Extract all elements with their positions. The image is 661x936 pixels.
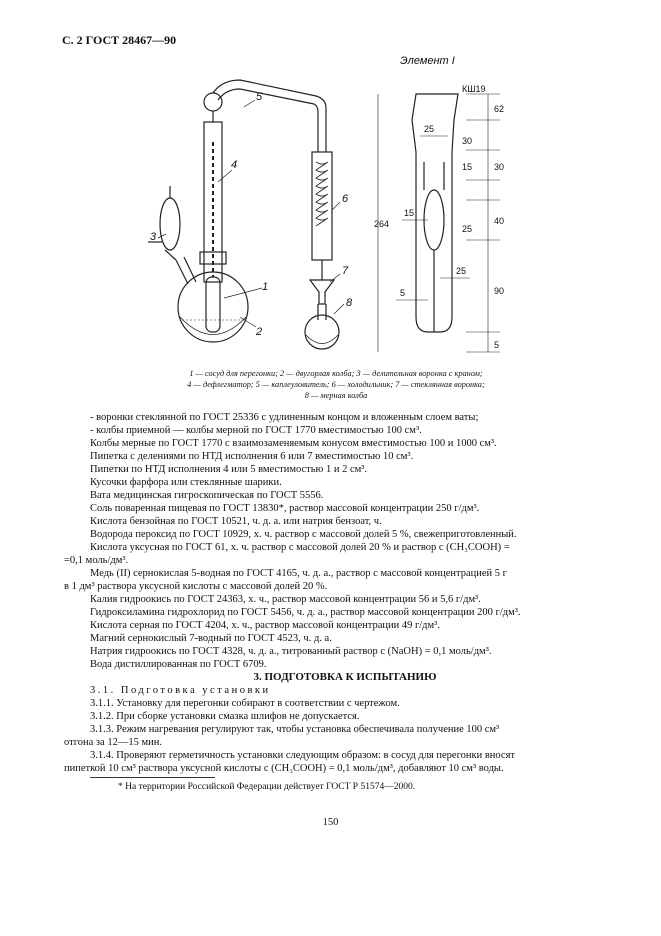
apparatus-drawing <box>0 52 661 367</box>
label-4: 4 <box>231 159 238 171</box>
element-1-drawing <box>378 94 500 352</box>
document-body <box>64 411 600 775</box>
subsection-title: 3.1. Подготовка установки <box>90 685 271 696</box>
list-item: Соль поваренная пищевая по ГОСТ 13830*, раствор массовой концентрации 250 г/дм³. <box>90 503 480 514</box>
dim-90: 90 <box>494 286 505 296</box>
label-5: 5 <box>256 91 263 103</box>
list-item: Гидроксиламина гидрохлорид по ГОСТ 5456, ч. д. а., раствор массовой концентрации 200 г/дм³. <box>90 607 521 618</box>
dim-264: 264 <box>374 219 390 229</box>
list-item: Пипетки по НТД исполнения 4 или 5 вместимостью 1 и 2 см³. <box>90 464 368 475</box>
list-item: Кислота уксусная по ГОСТ 61, х. ч. раствор с массовой долей 20 % и раствор c (CH₃COOH) = <box>90 542 510 553</box>
list-item: Калия гидроокись по ГОСТ 24363, х. ч., раствор массовой концентрации 56 и 5,6 г/дм³. <box>90 594 481 605</box>
label-3: 3 <box>150 231 157 243</box>
paragraph: 3.1.1. Установку для перегонки собирают в соответствии с чертежом. <box>90 698 400 709</box>
dim-15a: 15 <box>462 162 473 172</box>
element-label: Элемент I <box>400 55 455 67</box>
glass-funnel <box>310 280 334 304</box>
list-item: =0,1 моль/дм³. <box>64 555 129 566</box>
label-2: 2 <box>256 326 263 338</box>
section-title: 3. ПОДГОТОВКА К ИСПЫТАНИЮ <box>253 671 437 683</box>
dim-5b: 5 <box>494 340 500 350</box>
dim-25c: 25 <box>456 266 467 276</box>
list-item: Натрия гидроокись по ГОСТ 4328, ч. д. а., титрованный раствор c (NaOH) = 0,1 моль/дм³. <box>90 646 492 657</box>
footnote: * На территории Российской Федерации действует ГОСТ Р 51574—2000. <box>118 782 416 792</box>
list-item: Медь (II) сернокислая 5-водная по ГОСТ 4165, ч. д. а., раствор с массовой концентрацией 5 г <box>90 568 507 579</box>
dropping-funnel <box>160 198 180 250</box>
list-item: Пипетка с делениями по НТД исполнения 6 или 7 вместимостью 10 см³. <box>90 451 414 462</box>
distillation-vessel <box>206 277 220 332</box>
list-item: - колбы приемной — колбы мерной по ГОСТ 1770 вместимостью 100 см³. <box>90 425 422 436</box>
dim-25b: 25 <box>462 224 473 234</box>
dim-15b: 15 <box>404 208 415 218</box>
list-item: Колбы мерные по ГОСТ 1770 с взаимозаменяемым конусом вместимостью 100 и 1000 см³. <box>90 438 497 449</box>
list-item: Кусочки фарфора или стеклянные шарики. <box>90 477 282 488</box>
label-7: 7 <box>342 265 349 277</box>
dim-40: 40 <box>494 216 505 226</box>
list-item: Вода дистиллированная по ГОСТ 6709. <box>90 659 267 670</box>
dim-25a: 25 <box>424 124 435 134</box>
paragraph: 3.1.3. Режим нагревания регулируют так, чтобы установка обеспечивала получение 100 см³ <box>90 724 500 735</box>
figure-caption <box>112 368 560 401</box>
caption-line: 8 — мерная колба <box>304 391 368 400</box>
paragraph: 3.1.4. Проверяют герметичность установки следующим образом: в сосуд для перегонки вносят <box>90 750 515 761</box>
dim-62: 62 <box>494 104 505 114</box>
paragraph: отгона за 12—15 мин. <box>64 737 162 748</box>
label-8: 8 <box>346 297 353 309</box>
dim-30a: 30 <box>462 136 473 146</box>
caption-line: 1 — сосуд для перегонки; 2 — двугорлая колба; 3 — делительная воронка с краном; <box>189 369 483 378</box>
page-number: 150 <box>322 817 339 828</box>
list-item: Вата медицинская гигроскопическая по ГОСТ 5556. <box>90 490 324 501</box>
label-6: 6 <box>342 193 349 205</box>
list-item: Водорода пероксид по ГОСТ 10929, х. ч. раствор с массовой долей 5 %, свежеприготовленный. <box>90 529 517 540</box>
list-item: Кислота бензойная по ГОСТ 10521, ч. д. а. или натрия бензоат, ч. <box>90 516 382 527</box>
paragraph: 3.1.2. При сборке установки смазка шлифов не допускается. <box>90 711 360 722</box>
list-item: в 1 дм³ раствора уксусной кислоты с массовой долей 20 %. <box>64 581 328 592</box>
dim-ksh19: КШ19 <box>462 84 486 94</box>
list-item: Магний сернокислый 7-водный по ГОСТ 4523, ч. д. а. <box>90 633 332 644</box>
label-1: 1 <box>262 281 269 293</box>
caption-line: 4 — дефлегматор; 5 — каплеуловитель; 6 — холодильник; 7 — стеклянная воронка; <box>187 380 485 389</box>
list-item: Кислота серная по ГОСТ 4204, х. ч., раствор массовой концентрации 49 г/дм³. <box>90 620 440 631</box>
footnote-rule <box>90 777 215 778</box>
dim-30b: 30 <box>494 162 505 172</box>
page-header: С. 2 ГОСТ 28467—90 <box>62 33 177 47</box>
dim-5a: 5 <box>400 288 406 298</box>
paragraph: пипеткой 10 см³ раствора уксусной кислоты c (CH₃COOH) = 0,1 моль/дм³, добавляют 10 см³ воды. <box>64 763 504 774</box>
list-item: - воронки стеклянной по ГОСТ 25336 с удлиненным концом и вложенным слоем ваты; <box>90 412 479 423</box>
